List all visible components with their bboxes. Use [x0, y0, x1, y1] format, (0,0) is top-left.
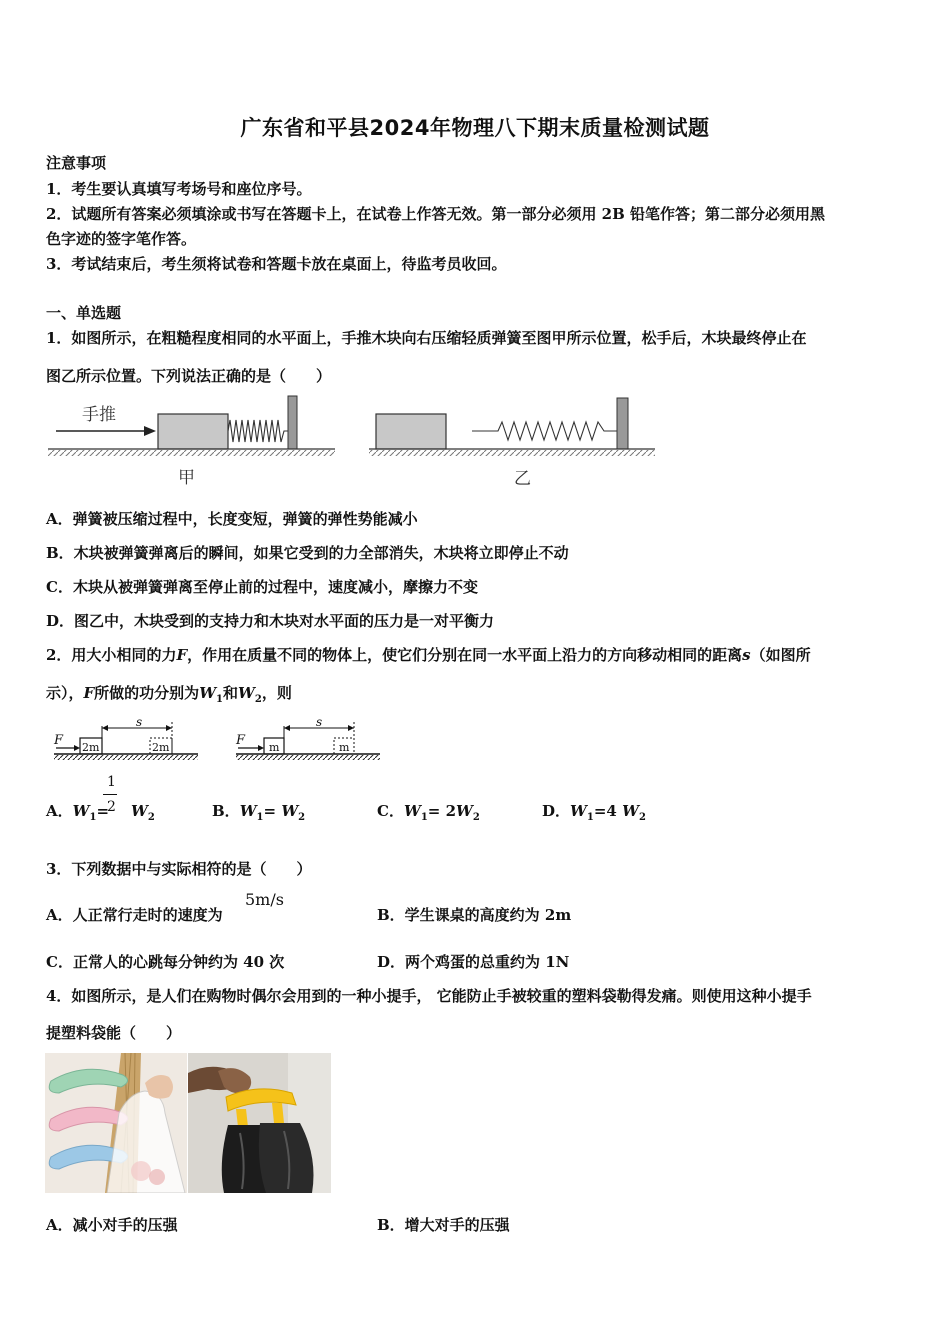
q1-stem-line2: 图乙所示位置。下列说法正确的是（ ）	[46, 367, 332, 385]
q1-figure	[40, 392, 660, 492]
handle-photo-1	[45, 1053, 187, 1193]
ground-hatch-a	[48, 450, 335, 456]
q2-option-c: C．$W_1= 2W_2$	[377, 802, 480, 823]
fig-b-label: 乙	[514, 469, 531, 489]
q1-option-b: B．木块被弹簧弹离后的瞬间，如果它受到的力全部消失，木块将立即停止不动	[46, 544, 569, 562]
fraction-numerator: 1	[107, 774, 116, 790]
q2-option-d: D．$W_1=4$ $W_2$	[542, 802, 646, 823]
q2-stem-line1: 2．用大小相同的力F，作用在质量不同的物体上，使它们分别在同一水平面上沿力的方向移动相同的距离s（如图所	[46, 646, 811, 664]
q2-figure	[50, 718, 390, 766]
q1-option-a: A．弹簧被压缩过程中，长度变短，弹簧的弹性势能减小	[46, 510, 418, 528]
force-label: F	[54, 733, 64, 748]
q3-stem: 3．下列数据中与实际相符的是（ ）	[46, 860, 312, 878]
notice-item: 2．试题所有答案必须填涂或书写在答题卡上，在试卷上作答无效。第一部分必须用 2B 铅笔作答；第二部分必须用黑	[46, 205, 826, 223]
fig-push-label: 手推	[82, 405, 116, 425]
fraction-denominator: 2	[107, 799, 116, 815]
push-arrowhead	[144, 426, 156, 436]
mass-label: m	[339, 741, 350, 754]
q4-stem-line1: 4．如图所示，是人们在购物时偶尔会用到的一种小提手， 它能防止手被较重的塑料袋勒得发痛。则使用这种小提手	[46, 987, 812, 1005]
wall-b	[617, 398, 628, 449]
force-label: F	[236, 733, 246, 748]
q4-option-b: B．增大对手的压强	[377, 1216, 510, 1234]
q3-option-c: C．正常人的心跳每分钟约为 40 次	[46, 953, 285, 971]
notice-heading: 注意事项	[46, 154, 107, 172]
q3-option-a-value: 5m/s	[245, 890, 284, 909]
q1-option-d: D．图乙中，木块受到的支持力和木块对水平面的压力是一对平衡力	[46, 612, 495, 630]
q2-option-b: B．$W_1= W_2$	[212, 802, 306, 823]
q4-stem-line2: 提塑料袋能（ ）	[46, 1024, 182, 1042]
q2-option-a: A．$W_1= W_2$	[46, 802, 155, 823]
wall-a	[288, 396, 297, 449]
q3-option-b: B．学生课桌的高度约为 2m	[377, 906, 572, 924]
q2-stem-line2: 示），F所做的功分别为$W_1$和$W_2$，则	[46, 684, 292, 705]
compressed-spring	[228, 420, 288, 442]
notice-item: 色字迹的签字笔作答。	[46, 230, 197, 248]
ground-hatch-b	[369, 450, 655, 456]
notice-item: 1．考生要认真填写考场号和座位序号。	[46, 180, 312, 198]
relaxed-spring	[472, 422, 617, 440]
block-b	[376, 414, 446, 449]
q3-option-a: A．人正常行走时的速度为	[46, 906, 223, 924]
mass-label: m	[269, 741, 280, 754]
page-title: 广东省和平县2024年物理八下期末质量检测试题	[240, 116, 710, 140]
q1-stem-line1: 1．如图所示，在粗糙程度相同的水平面上，手推木块向右压缩轻质弹簧至图甲所示位置，松手后，木块最终停止在	[46, 329, 807, 347]
handle-photo-2	[188, 1053, 331, 1193]
block-a	[158, 414, 228, 449]
mass-label: 2m	[82, 741, 100, 754]
notice-item: 3．考试结束后，考生须将试卷和答题卡放在桌面上，待监考员收回。	[46, 255, 507, 273]
q4-option-a: A．减小对手的压强	[46, 1216, 178, 1234]
fraction-bar	[103, 794, 117, 795]
q1-option-c: C．木块从被弹簧弹离至停止前的过程中，速度减小，摩擦力不变	[46, 578, 478, 596]
q3-option-d: D．两个鸡蛋的总重约为 1N	[377, 953, 570, 971]
section-heading: 一、单选题	[46, 304, 122, 322]
distance-label: s	[316, 718, 323, 729]
fig-a-label: 甲	[178, 468, 195, 488]
distance-label: s	[136, 718, 143, 729]
mass-label: 2m	[152, 741, 170, 754]
